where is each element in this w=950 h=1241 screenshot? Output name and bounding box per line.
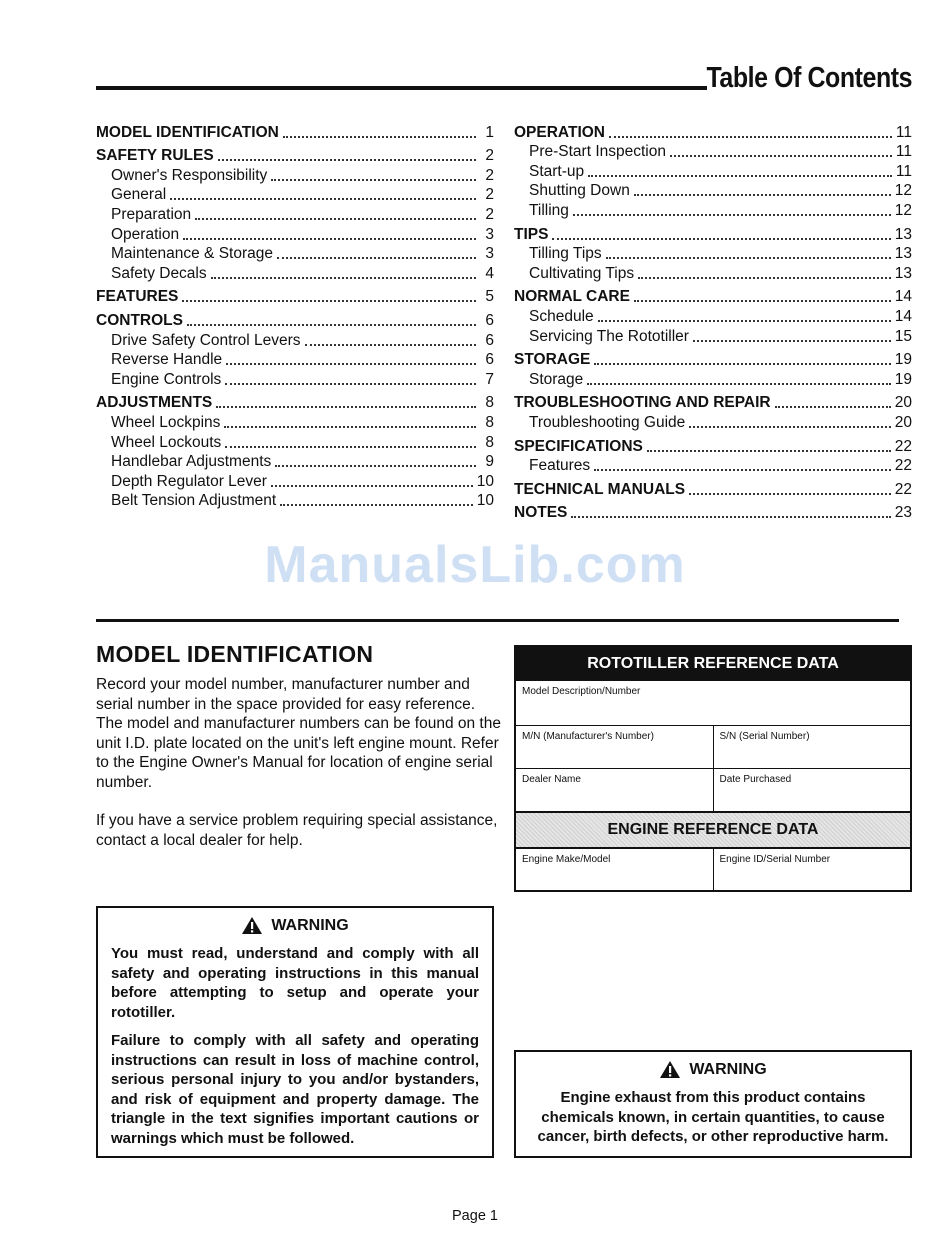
toc-entry-label: Troubleshooting Guide bbox=[529, 413, 686, 431]
toc-entry-label: ADJUSTMENTS bbox=[96, 394, 213, 412]
toc-entry-label: Handlebar Adjustments bbox=[111, 453, 272, 471]
toc-page-number: 12 bbox=[894, 201, 912, 219]
toc-subentry bbox=[514, 306, 912, 326]
toc-leader-dots bbox=[588, 174, 892, 177]
warning-title-text: WARNING bbox=[271, 916, 349, 934]
toc-entry-label: TECHNICAL MANUALS bbox=[514, 480, 686, 498]
toc-subentry bbox=[514, 181, 912, 201]
toc-page-number: 23 bbox=[894, 504, 912, 522]
toc-page-number: 11 bbox=[895, 123, 912, 141]
warning-text: Engine exhaust from this product contains chemicals known, in certain quantities, to cause cancer, birth defects, or other reproductive harm. bbox=[537, 1089, 889, 1145]
toc-entry-label: FEATURES bbox=[96, 288, 179, 306]
toc-entry-label: Engine Controls bbox=[111, 370, 222, 388]
toc-entry-label: Shutting Down bbox=[529, 182, 630, 200]
toc-entry-label: Start-up bbox=[529, 162, 585, 180]
toc-entry-label: Reverse Handle bbox=[111, 351, 223, 369]
toc-leader-dots bbox=[552, 237, 890, 240]
toc-entry-label: Belt Tension Adjustment bbox=[111, 492, 277, 510]
toc-leader-dots bbox=[218, 158, 476, 161]
toc-entry-label: SPECIFICATIONS bbox=[514, 437, 643, 455]
toc-entry-label: Cultivating Tips bbox=[529, 264, 635, 282]
toc-page-number: 19 bbox=[894, 370, 912, 388]
toc-entry-label: NORMAL CARE bbox=[514, 288, 630, 306]
model-identification-paragraph: Record your model number, manufacturer number and serial number in the space provided for easy reference. The model and manufacturer numbers can be found on the unit I.D. plate located on the unit's left engine mount. Refer to the Engine Owner's Manual for location of engine serial number. bbox=[96, 676, 501, 791]
serial-number-field: S/N (Serial Number) bbox=[713, 726, 911, 768]
dealer-name-field: Dealer Name bbox=[522, 774, 581, 785]
toc-leader-dots bbox=[187, 323, 476, 326]
table-row bbox=[516, 849, 910, 890]
toc-entry-label: Depth Regulator Lever bbox=[111, 472, 267, 490]
toc-page-number: 22 bbox=[894, 437, 912, 455]
toc-page-number: 11 bbox=[895, 143, 912, 161]
toc-page-number: 3 bbox=[485, 225, 494, 243]
date-purchased-field: Date Purchased bbox=[713, 769, 911, 811]
toc-page-number: 8 bbox=[485, 433, 494, 451]
toc-subentry bbox=[96, 350, 494, 370]
toc-section-entry bbox=[514, 393, 912, 413]
toc-subentry bbox=[96, 432, 494, 452]
toc-leader-dots bbox=[271, 484, 473, 487]
section-divider bbox=[96, 619, 899, 622]
reference-data-table bbox=[514, 645, 912, 892]
toc-subentry bbox=[514, 456, 912, 476]
toc-subentry bbox=[96, 165, 494, 185]
toc-subentry bbox=[514, 263, 912, 283]
toc-entry-label: NOTES bbox=[514, 504, 568, 522]
rototiller-reference-header: ROTOTILLER REFERENCE DATA bbox=[516, 647, 910, 681]
toc-leader-dots bbox=[271, 178, 476, 181]
toc-leader-dots bbox=[647, 449, 891, 452]
toc-leader-dots bbox=[594, 468, 891, 471]
watermark: ManualsLib.com bbox=[264, 536, 686, 594]
toc-subentry bbox=[96, 452, 494, 472]
engine-make-field: Engine Make/Model bbox=[522, 854, 611, 865]
toc-leader-dots bbox=[689, 425, 891, 428]
toc-page-number: 8 bbox=[485, 394, 494, 412]
model-description-field: Model Description/Number bbox=[522, 686, 641, 697]
toc-section-entry bbox=[514, 436, 912, 456]
toc-subentry bbox=[514, 244, 912, 264]
warning-text: You must read, understand and comply with all safety and operating instructions in this manual before attempting to setup and operate your rototiller. bbox=[111, 945, 479, 1021]
toc-subentry bbox=[514, 369, 912, 389]
toc-page-number: 14 bbox=[894, 307, 912, 325]
toc-leader-dots bbox=[594, 362, 890, 365]
toc-entry-label: TIPS bbox=[514, 225, 549, 243]
toc-subentry bbox=[514, 142, 912, 162]
toc-leader-dots bbox=[283, 135, 476, 138]
toc-entry-label: Pre-Start Inspection bbox=[529, 143, 666, 161]
toc-leader-dots bbox=[693, 339, 891, 342]
toc-entry-label: Operation bbox=[111, 225, 180, 243]
toc-entry-label: Maintenance & Storage bbox=[111, 245, 273, 263]
toc-leader-dots bbox=[280, 503, 473, 506]
toc-page-number: 2 bbox=[485, 205, 494, 223]
warning-triangle-icon bbox=[241, 916, 263, 935]
toc-entry-label: Owner's Responsibility bbox=[111, 166, 268, 184]
toc-section-entry bbox=[514, 122, 912, 142]
toc-entry-label: CONTROLS bbox=[96, 311, 183, 329]
toc-page-number: 6 bbox=[485, 351, 494, 369]
toc-page-number: 3 bbox=[485, 245, 494, 263]
toc-leader-dots bbox=[195, 217, 476, 220]
toc-section-entry bbox=[96, 122, 494, 142]
toc-leader-dots bbox=[225, 445, 476, 448]
header-rule bbox=[96, 86, 707, 90]
toc-page-number: 5 bbox=[485, 288, 494, 306]
toc-leader-dots bbox=[211, 276, 476, 279]
toc-page-number: 13 bbox=[894, 264, 912, 282]
toc-page-number: 22 bbox=[894, 480, 912, 498]
model-identification-heading: MODEL IDENTIFICATION bbox=[96, 641, 374, 667]
toc-leader-dots bbox=[305, 343, 476, 346]
toc-entry-label: Schedule bbox=[529, 307, 594, 325]
toc-leader-dots bbox=[598, 319, 891, 322]
toc-page-number: 13 bbox=[894, 245, 912, 263]
toc-section-entry bbox=[96, 287, 494, 307]
toc-section-entry bbox=[96, 310, 494, 330]
page-number: Page 1 bbox=[452, 1208, 498, 1224]
toc-entry-label: General bbox=[111, 186, 167, 204]
toc-leader-dots bbox=[216, 405, 476, 408]
toc-section-entry bbox=[514, 224, 912, 244]
toc-entry-label: SAFETY RULES bbox=[96, 147, 214, 165]
toc-leader-dots bbox=[275, 464, 476, 467]
toc-page-number: 10 bbox=[476, 492, 494, 510]
toc-page-number: 13 bbox=[894, 225, 912, 243]
toc-entry-label: TROUBLESHOOTING AND REPAIR bbox=[514, 394, 771, 412]
toc-subentry bbox=[96, 204, 494, 224]
toc-page-number: 14 bbox=[894, 288, 912, 306]
toc-section-entry bbox=[96, 393, 494, 413]
toc-entry-label: STORAGE bbox=[514, 351, 591, 369]
toc-page-number: 19 bbox=[894, 351, 912, 369]
toc-leader-dots bbox=[224, 425, 476, 428]
toc-entry-label: Drive Safety Control Levers bbox=[111, 331, 301, 349]
toc-leader-dots bbox=[573, 213, 891, 216]
toc-leader-dots bbox=[670, 154, 892, 157]
toc-leader-dots bbox=[634, 193, 891, 196]
toc-right-column bbox=[514, 122, 912, 522]
toc-leader-dots bbox=[170, 197, 476, 200]
service-paragraph: If you have a service problem requiring special assistance, contact a local dealer for help. bbox=[96, 812, 498, 849]
toc-page-number: 15 bbox=[894, 327, 912, 345]
warning-box-exhaust bbox=[514, 1050, 912, 1158]
toc-entry-label: Tilling Tips bbox=[529, 245, 602, 263]
toc-page-number: 20 bbox=[894, 413, 912, 431]
toc-entry-label: MODEL IDENTIFICATION bbox=[96, 123, 279, 141]
toc-section-entry bbox=[514, 287, 912, 307]
engine-reference-header: ENGINE REFERENCE DATA bbox=[516, 811, 910, 849]
toc-subentry bbox=[96, 330, 494, 350]
warning-text: Failure to comply with all safety and operating instructions can result in loss of machine control, serious personal injury to you and/or bystanders, and risk of equipment and property damage. The triangle in the text signifies important cautions or warnings which must be followed. bbox=[111, 1032, 479, 1147]
toc-entry-label: Wheel Lockpins bbox=[111, 413, 221, 431]
toc-left-column bbox=[96, 122, 494, 510]
toc-subentry bbox=[96, 224, 494, 244]
toc-page-number: 2 bbox=[485, 147, 494, 165]
toc-section-entry bbox=[514, 479, 912, 499]
warning-title bbox=[111, 916, 479, 935]
toc-page-number: 6 bbox=[485, 311, 494, 329]
toc-subentry bbox=[96, 471, 494, 491]
toc-subentry bbox=[514, 200, 912, 220]
toc-leader-dots bbox=[609, 135, 892, 138]
toc-leader-dots bbox=[689, 492, 891, 495]
toc-page-number: 4 bbox=[485, 264, 494, 282]
toc-section-entry bbox=[96, 146, 494, 166]
toc-leader-dots bbox=[775, 405, 891, 408]
engine-id-field: Engine ID/Serial Number bbox=[713, 849, 911, 890]
warning-triangle-icon bbox=[659, 1060, 681, 1079]
manufacturer-number-field: M/N (Manufacturer's Number) bbox=[522, 731, 654, 742]
toc-page-number: 1 bbox=[485, 123, 494, 141]
toc-page-number: 20 bbox=[894, 394, 912, 412]
table-row bbox=[516, 768, 910, 811]
toc-subentry bbox=[96, 263, 494, 283]
toc-leader-dots bbox=[225, 382, 476, 385]
toc-leader-dots bbox=[587, 382, 890, 385]
toc-subentry bbox=[514, 161, 912, 181]
page-title: Table Of Contents bbox=[706, 62, 912, 94]
toc-page-number: 10 bbox=[476, 472, 494, 490]
toc-leader-dots bbox=[571, 515, 890, 518]
toc-page-number: 2 bbox=[485, 186, 494, 204]
toc-page-number: 8 bbox=[485, 413, 494, 431]
toc-leader-dots bbox=[606, 256, 891, 259]
toc-page-number: 2 bbox=[485, 166, 494, 184]
toc-section-entry bbox=[514, 350, 912, 370]
toc-leader-dots bbox=[226, 362, 476, 365]
toc-leader-dots bbox=[638, 276, 891, 279]
toc-subentry bbox=[96, 244, 494, 264]
toc-page-number: 22 bbox=[894, 457, 912, 475]
toc-subentry bbox=[514, 412, 912, 432]
toc-page-number: 12 bbox=[894, 182, 912, 200]
toc-leader-dots bbox=[634, 299, 891, 302]
toc-subentry bbox=[96, 412, 494, 432]
toc-entry-label: Features bbox=[529, 457, 591, 475]
toc-entry-label: Tilling bbox=[529, 201, 569, 219]
toc-leader-dots bbox=[182, 299, 476, 302]
toc-leader-dots bbox=[183, 237, 476, 240]
toc-subentry bbox=[96, 185, 494, 205]
toc-leader-dots bbox=[277, 256, 476, 259]
toc-entry-label: Preparation bbox=[111, 205, 192, 223]
toc-entry-label: Storage bbox=[529, 370, 584, 388]
toc-page-number: 6 bbox=[485, 331, 494, 349]
warning-title bbox=[529, 1060, 897, 1079]
table-row bbox=[516, 681, 910, 725]
toc-page-number: 11 bbox=[895, 162, 912, 180]
toc-entry-label: Servicing The Rototiller bbox=[529, 327, 689, 345]
table-row bbox=[516, 725, 910, 768]
toc-subentry bbox=[96, 491, 494, 511]
warning-title-text: WARNING bbox=[689, 1060, 767, 1078]
toc-section-entry bbox=[514, 503, 912, 523]
toc-subentry bbox=[96, 369, 494, 389]
toc-page-number: 9 bbox=[485, 453, 494, 471]
toc-entry-label: Safety Decals bbox=[111, 264, 207, 282]
toc-entry-label: Wheel Lockouts bbox=[111, 433, 222, 451]
toc-entry-label: OPERATION bbox=[514, 123, 605, 141]
warning-box-safety bbox=[96, 906, 494, 1158]
toc-subentry bbox=[514, 326, 912, 346]
toc-page-number: 7 bbox=[485, 370, 494, 388]
